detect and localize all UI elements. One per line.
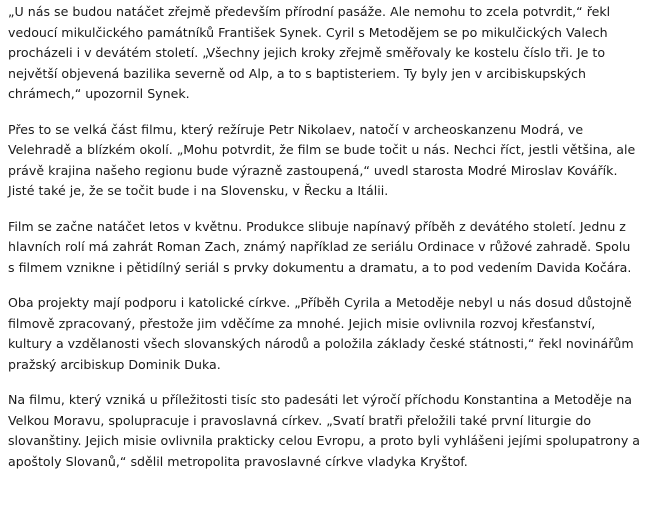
paragraph-5: Na filmu, který vzniká u příležitosti tisíc sto padesáti let výročí příchodu Konstantina a Metoděje na Velkou Moravu, spolupracuje i pravoslavná církev. „Svatí bratři přeložili také první liturgie do slovanštiny. Jejich misie ovlivnila prakticky celou Evropu, a proto byli vyhlášeni jejími spolupatrony a apoštoly Slovanů,“ sdělil metropolita pravoslavné církve vladyka Kryštof. [8, 392, 640, 469]
paragraph-3: Film se začne natáčet letos v květnu. Produkce slibuje napínavý příběh z devátého století. Jednu z hlavních rolí má zahrát Roman Zach, známý například ze seriálu Ordinace v růžové zahradě. Spolu s filmem vznikne i pětidílný seriál s prvky dokumentu a dramatu, a to pod vedením Davida Kočára. [8, 218, 632, 275]
paragraph-1: „U nás se budou natáčet zřejmě především přírodní pasáže. Ale nemohu to zcela potvrdit,“ řekl vedoucí mikulčického památníků František Synek. Cyril s Metodějem se po mikulčických Valech procházeli i v devátém století. „Všechny jejich kroky zřejmě směřovaly ke kostelu číslo tři. Je to největší objevená bazilika severně od Alp, a to s baptisteriem. Ty byly jen v arcibiskupských chrámech,“ upozornil Synek. [8, 4, 611, 101]
paragraph-2: Přes to se velká část filmu, který režíruje Petr Nikolaev, natočí v archeoskanzenu Modrá, ve Velehradě a blízkém okolí. „Mohu potvrdit, že film se bude točit u nás. Nechci říct, jestli většina, ale právě krajina našeho regionu bude výrazně zastoupená,“ uvedl starosta Modré Miroslav Kovářík. Jisté také je, že se točit bude i na Slovensku, v Řecku a Itálii. [8, 121, 636, 198]
paragraph-4: Oba projekty mají podporu i katolické církve. „Příběh Cyrila a Metoděje nebyl u nás dosud důstojně filmově zpracovaný, přestože jim vděčíme za mnohé. Jejich misie ovlivnila rozvoj křesťanství, kultury a vzdělanosti všech slovanských národů a položila základy české státnosti,“ řekl novinářům pražský arcibiskup Dominik Duka. [8, 295, 634, 372]
